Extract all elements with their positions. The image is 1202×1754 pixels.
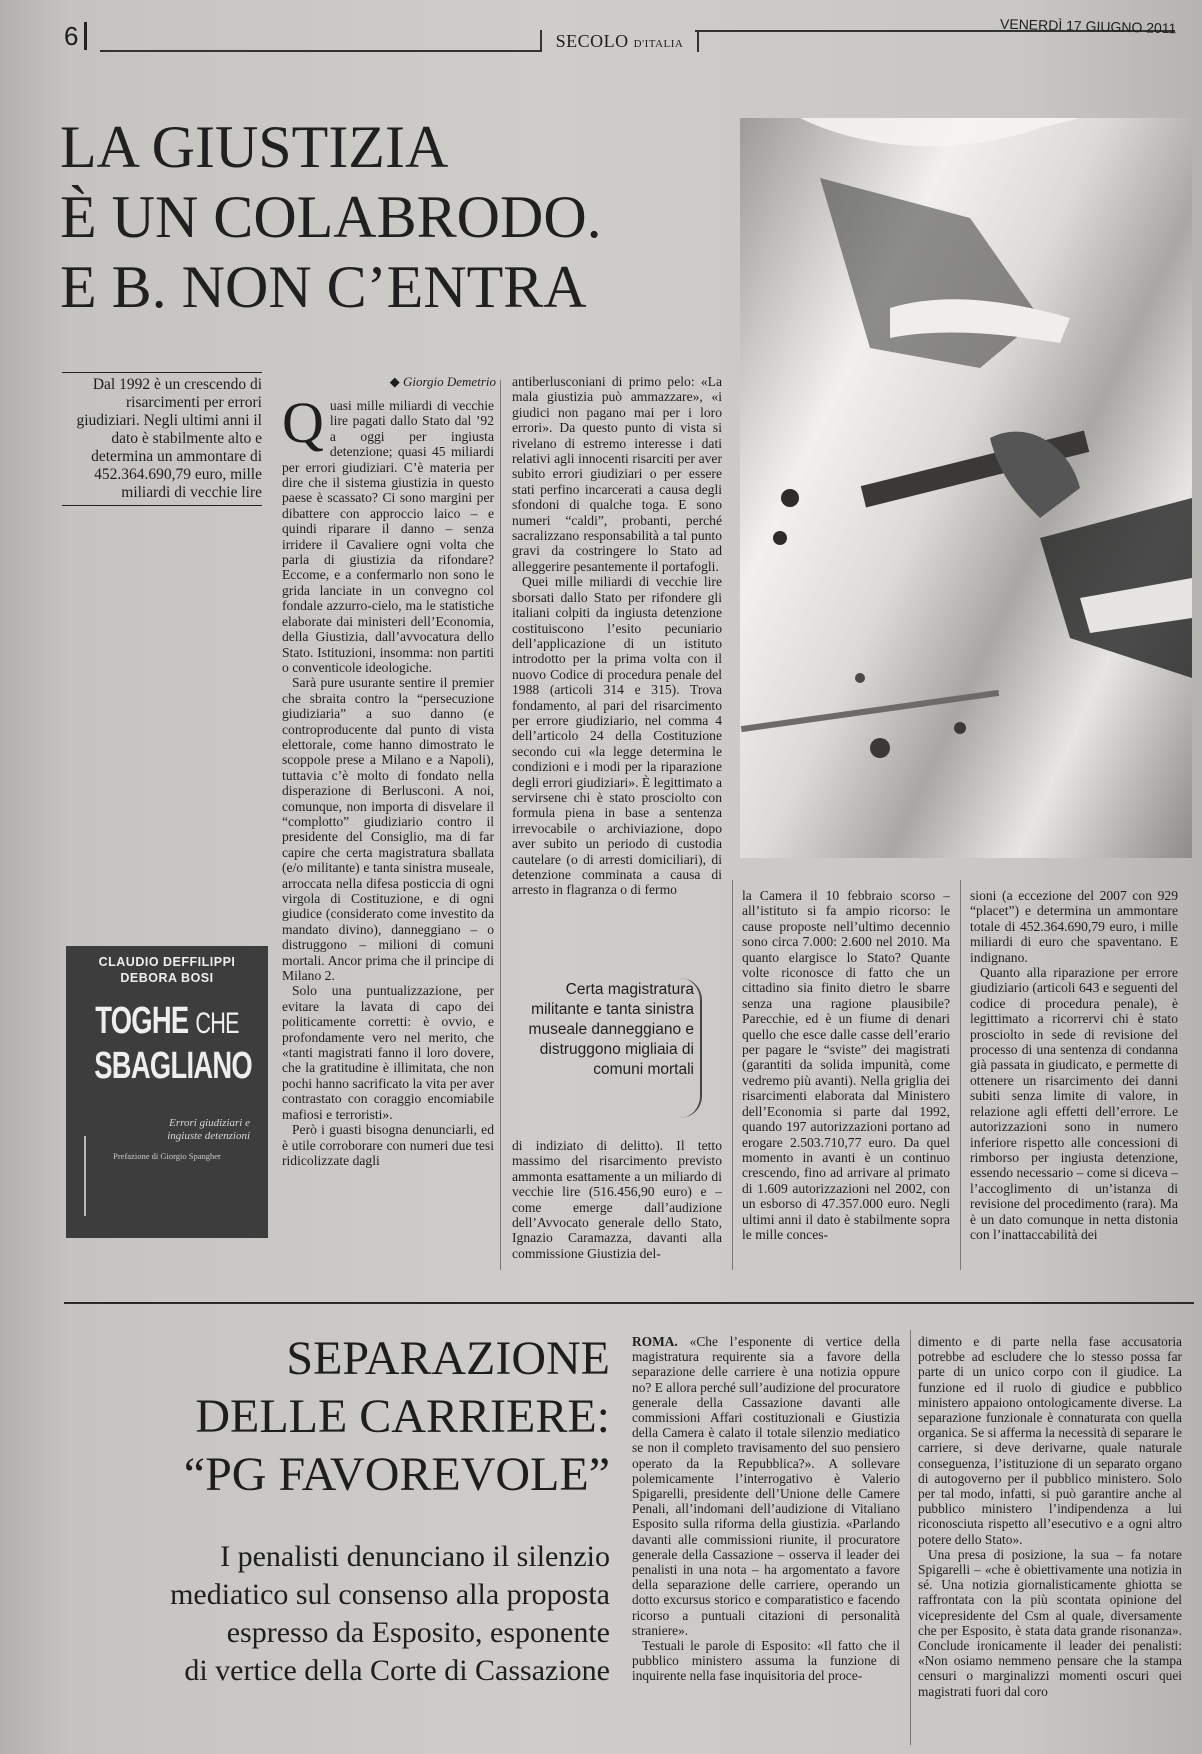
quote-bracket: [680, 978, 702, 1118]
paragraph-text: uasi mille miliardi di vecchie lire pagati dallo Stato dal ’92 a oggi per ingiusta detenzione; quasi 45 miliardi per errori giudiziari. C’è materia per dire che il sistema giustizia in questo paese è scassato? Ci sono margini per dibattere con approccio laico – e quindi riparare il danno – senza irridere il Cavaliere ogni volta che parla di giustizia da rifondare? Eccome, e a confermarlo non sono le grida lanciate in un convegno col fondale azzurro-cielo, ma le statistiche elaborate dai ministeri dell’Economia, della Giustizia, dall’avvocatura dello Stato. Istituzioni, insomma: non partiti o conventicole ideologiche.: [282, 398, 494, 675]
paragraph-text: «Che l’esponente di vertice della magistratura requirente sia a favore della separazione delle carriere è una notizia oppure no? E allora perché sull’audizione del procuratore generale della Cassazione davanti alle commissioni Affari costituzionali e Giustizia della Camera è calato il totale silenzio mediatico se non il completo travisamento del suo pensiero operato da la Repubblica?». A sollevare polemicamente l’interrogativo è Valerio Spigarelli, presidente dell’Unione delle Camere Penali, all’indomani dell’audizione di Vitaliano Esposito sulla riforma della giustizia. «Parlando davanti alle commissioni riunite, il procuratore generale della Cassazione – osserva il leader dei penalisti in una nota – ha argomentato a favore della separazione delle carriere, operando un dotto excursus storico e comparatistico e facendo ricorso a puntuali citazioni di personalità straniere».: [632, 1334, 900, 1638]
paragraph: Sarà pure usurante sentire il premier che sbraita contro la “persecuzione giudiziaria” a suo danno (e controproducente dal punto di vista elettorale, come hanno dimostrato le scoppole prese a Milano e a Napoli), tuttavia c’è molto di fondato nella disperazione di Berlusconi. A noi, comunque, non importa di disvelare il “complotto” giudiziario contro il presidente del Consiglio, ma di far capire che certa magistratura sballata (e/o militante) e tanta sinistra museale, arroccata nella difesa posticcia di ogni virgola di Costituzione, e di ogni giudice (considerato come investito da mandato divino), danneggiano – o distruggono – milioni di comuni mortali. Ancor prima che il principe di Milano 2.: [282, 675, 494, 984]
paragraph: [632, 1334, 900, 1638]
article-column-4: [970, 888, 1178, 1270]
book-title-word: TOGHE: [95, 1000, 189, 1042]
column-separator: [960, 880, 961, 1270]
main-headline: [60, 112, 740, 322]
header-rule-left: [100, 50, 540, 52]
headline-line: SEPARAZIONE: [286, 1332, 610, 1385]
book-subtitle: Errori giudiziari e ingiuste detenzioni: [167, 1117, 250, 1142]
justice-figure-icon: [84, 1136, 126, 1216]
page-number: 6: [64, 22, 87, 50]
deck-line: I penalisti denunciano il silenzio: [220, 1540, 610, 1573]
paragraph: Una presa di posizione, la sua – fa notare Spigarelli – «che è obiettivamente una notizia in sé. Una notizia giornalisticamente ghiotta se raffrontata con la più scontata opinione del vicepresidente del Csm al quale, diversamente che per Esposito, è stata data grande risonanza». Conclude ironicamente il leader dei penalisti: «Non osiamo nemmeno pensare che la stampa censuri o marginalizzi momenti oscuri quei magistrati fuori dal coro: [918, 1546, 1182, 1699]
paragraph: dimento e di parte nella fase accusatoria potrebbe ad escludere che lo stesso possa far parte di un unico corpo con il giudice. La funzione ed il ruolo di giudice e pubblico ministero appaiono ontologicamente diverse. La separazione funzionale è connaturata con quella organica. Se si afferma la necessità di separare le carriere, si deve derivarne, quale naturale conseguenza, l’istituzione di un separato organo di autogoverno per il pubblico ministero. Solo per tal modo, infatti, si può garantire anche al pubblico ministero l’indipendenza a lui riconosciuta rispetto all’esecutivo e a ogni altro potere dello Stato».: [918, 1334, 1182, 1547]
paragraph: Quei mille miliardi di vecchie lire sborsati dallo Stato per rifondere gli italiani colpiti da ingiusta detenzione costituiscono l’esito pecuniario dell’applicazione di un istituto introdotto per la prima volta con il nuovo Codice di procedura penale del 1988 (articoli 314 e 315). Trova fondamento, al pari del risarcimento per errore giudiziario, nel comma 4 dell’articolo 24 della Costituzione secondo cui «la legge determina le condizioni e i modi per la riparazione degli errori giudiziari». È legittimato a servirsene chi è stato prosciolto con formula piena in base a sentenza irrevocabile o archiviazione, dopo aver subito un periodo di custodia cautelare (o di arresti domiciliari), di detenzione comminata a causa di arresto in flagranza o di fermo: [512, 574, 722, 898]
byline: ◆ Giorgio Demetrio: [389, 374, 496, 389]
article-column-2: [512, 374, 722, 956]
paragraph: Testuali le parole di Esposito: «Il fatto che il pubblico ministero assuma la funzione di inquirente nella fase inquisitoria del proce-: [632, 1638, 900, 1684]
paragraph: di indiziato di delitto). Il tetto massimo del risarcimento previsto ammonta esattamente a un miliardo di vecchie lire (516.456,90 euro) e – come emerge dall’audizione dell’Avvocato generale dello Stato, Ignazio Caramazza, davanti alla commissione Giustizia del-: [512, 1138, 722, 1261]
masthead-sub: D'ITALIA: [633, 38, 684, 50]
book-author: CLAUDIO DEFFILIPPI: [98, 955, 236, 969]
second-article-column-2: [918, 1334, 1182, 1744]
drop-cap: Q: [282, 398, 324, 455]
book-title: [94, 1000, 252, 1087]
headline-line: DELLE CARRIERE:: [195, 1390, 610, 1443]
second-headline: [60, 1330, 610, 1504]
book-cover: [66, 946, 268, 1238]
second-article-column-1: [632, 1334, 900, 1744]
masthead-main: SECOLO: [555, 31, 629, 51]
article-column-2-continued: [512, 1138, 722, 1270]
article-summary: Dal 1992 è un crescendo di risarcimenti per errori giudiziari. Negli ultimi anni il dato è stabilmente alto e determina un ammontare di 452.364.690,79 euro, mille miliardi di vecchie lire: [62, 372, 262, 506]
second-article-deck: [50, 1538, 610, 1690]
deck-line: espresso da Esposito, esponente: [226, 1616, 610, 1649]
masthead: [540, 30, 699, 52]
paragraph: Quanto alla riparazione per errore giudiziario (articoli 643 e seguenti del codice di procedura penale), è legittimato a ricorrervi chi è stato prosciolto in sede di revisione del processo di una sentenza di condanna già passata in giudicato, e permette di ottenere un risarcimento dei danni subiti senza limite di valore, in relazione agli effetti dell’errore. Le autorizzazioni sono in numero inferiore rispetto alle concessioni di rimborso per ingiusta detenzione, essendo necessario – come si diceva – l’accoglimento di un’istanza di revisione del procedimento (rara). Ma è un dato comunque in netta distonia con l’inattaccabilità dei: [970, 965, 1178, 1242]
paragraph: Solo una puntualizzazione, per evitare la lavata di capo dei politicamente corretti: è ovvio, e profondamente vero nel merito, che «tanti magistrati fanno il loro dovere, che la gratitudine è illimitata, che non pochi hanno sacrificato la vita per aver contrastato con coraggio encomiabile mafiosi e terroristi».: [282, 983, 494, 1122]
article-column-1: [282, 398, 494, 1270]
section-divider: [64, 1302, 1194, 1304]
issue-date: VENERDÌ 17 GIUGNO 2011: [999, 15, 1177, 37]
book-preface: Prefazione di Giorgio Spangher: [113, 1151, 221, 1161]
book-author: DEBORA BOSI: [120, 971, 214, 985]
book-authors: [66, 954, 268, 986]
dateline: ROMA.: [632, 1334, 678, 1349]
book-title-word: CHE: [195, 1007, 239, 1040]
headline-line: LA GIUSTIZIA: [60, 114, 449, 180]
paragraph: Però i guasti bisogna denunciarli, ed è utile corroborare con numeri due tesi ridicolizzate dagli: [282, 1122, 494, 1168]
paragraph: [282, 398, 494, 675]
photo-illustration: [740, 118, 1192, 858]
deck-line: di vertice della Corte di Cassazione: [184, 1654, 610, 1687]
headline-line: “PG FAVOREVOLE”: [183, 1448, 610, 1501]
article-column-3: [742, 888, 950, 1270]
paragraph: la Camera il 10 febbraio scorso – all’istituto si fa ampio ricorso: le cause proposte nell’ultimo decennio sono circa 7.000: 2.600 nel 2010. Ma quanto elargisce lo Stato? Quante volte riconosce di fatto che un cittadino sia finito dietro le sbarre senza una ragione plausibile? Parecchie, ed è un fiume di denari quello che esce dalle casse dell’erario per pagare le “sviste” dei magistrati (garantiti da solida impunità, come vedremo più avanti). Nella griglia dei risarcimenti elaborata dal Ministero dell’Economia si parte dal 1992, quando 197 autorizzazioni portano ad erogare 2.503.710,77 euro. Da quel momento in avanti è un continuo crescendo, fino ad arrivare al primato di 1.609 autorizzazioni nel 2002, con un esborso di 47.357.000 euro. Negli ultimi anni il dato è stabilmente sopra le mille conces-: [742, 888, 950, 1242]
headline-line: E B. NON C’ENTRA: [60, 254, 587, 320]
headline-line: È UN COLABRODO.: [60, 184, 602, 250]
article-photo: [740, 118, 1192, 858]
column-separator: [732, 880, 733, 1270]
paragraph: antiberlusconiani di primo pelo: «La mala giustizia può ammazzare», «i giudici non pagano mai per i loro errori». Da questo punto di vista si rivelano di estremo interesse i dati relativi agli innocenti risarciti per aver subito errori giudiziari o per essere stati perfino incarcerati a causa degli sfondoni di qualche toga. E sono numeri “caldi”, probanti, perché sacralizzano responsabilità a tal punto gravi da costringere lo Stato ad alleggerire pesantemente il portafogli.: [512, 374, 722, 574]
paragraph: sioni (a eccezione del 2007 con 929 “placet”) e determina un ammontare totale di 452.364.690,79 euro, i mille miliardi di euro che spaventano. E indignano.: [970, 888, 1178, 965]
deck-line: mediatico sul consenso alla proposta: [170, 1578, 610, 1611]
pull-quote: Certa magistratura militante e tanta sinistra museale danneggiano e distruggono migliaia di comuni mortali: [528, 981, 694, 1078]
column-separator: [910, 1330, 911, 1745]
column-separator: [500, 380, 501, 1270]
book-title-word: SBAGLIANO: [94, 1045, 252, 1087]
